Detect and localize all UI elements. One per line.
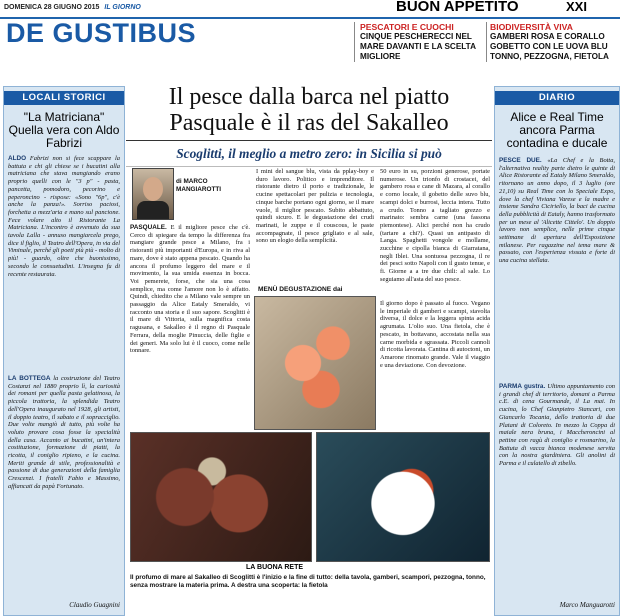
paragraph-lead: PARMA gustra. xyxy=(499,383,546,390)
article-headline: Il pesce dalla barca nel piatto Pasquale è il ras del Sakalleo xyxy=(168,84,450,136)
paragraph-lead: LA BOTTEGA xyxy=(8,375,51,382)
sidebar-label: DIARIO xyxy=(495,91,619,105)
page-number: XXI xyxy=(566,0,587,14)
sidebar-paragraph xyxy=(499,383,615,597)
section-title: DE GUSTIBUS xyxy=(6,18,197,48)
divider xyxy=(354,22,355,62)
paragraph-lead: ALDO xyxy=(8,155,27,162)
paragraph-text: Ultimo appuntamento con i grandi chef di territorio, domani a Parma c.E. di cena Gourmande, il La mai. In cucina, lo Chef Gianpietro Stancari, con Giancarlo Tocania, dello trattoria di due Platani di Coloreto. In mezzo la Coppa di maiale nera bruna, i Maccheroncini al pettine con ragù di coniglio e rosmarino, la Battuta di vacca bianca modenese servita con la nostra giardiniera. Gli anolini di Parma e il culatello di zibello. xyxy=(499,383,615,468)
paragraph-text: «La Chef e la Botta, l'alternativa reality parte dietro le quinte di Alice Ristorante ed Eataly Milano Smeraldo, ritornano un anno dopo, il 3 luglio (ore 21,10) su Real Time con lo Speciale Expo, dove la chef Viviana Varese e la madre e insieme Sandra Ciciriello, la baci de cucina della pubblicità di Eataly, hanno trasformato per un mese al 'Alicette Cittelo'. Un doppio lavoro non semplice, nelle prime cinque settimane di apertura dell'Esposizione milanese. Per ragazzine nel tema mare & passato, con l'esperienza vissuta e forte di una cucina stellata. xyxy=(499,157,615,265)
photo-prawns xyxy=(254,296,376,430)
signature: Marco Manguarotti xyxy=(559,601,615,609)
dateline xyxy=(4,4,141,11)
article-column xyxy=(380,300,490,428)
author-photo xyxy=(132,168,174,220)
sidebar-paragraph xyxy=(8,375,120,595)
teaser-text: GAMBERI ROSA E CORALLO GOBETTO CON LE UOVA BLU TONNO, PEZZOGNA, FIETOLA xyxy=(490,32,609,61)
divider xyxy=(486,22,487,62)
divider xyxy=(126,166,492,167)
paragraph-text: E il migliore pesce che c'è. Cerco di spiegare da tempo la differenza fra mangiare grande pesce a Milano, fra i ristoranti più importanti d'Europa, e in riva al mare, dove è stato appena pescato. Quando ha ancora il profumo leggero del mare e il movimento, la sua umida essenza in bocca. Voi pemerete, forse, che sia una cosa semplice, ma come l'amore non lo è affatto. Quindi, chiedito che a Milano vale sempre un passaggio da Alice Eataly Smeraldo, vi racconto una storia e il suo sapore. Scoglitti è il mare di Vittoria, sulla magnifica costa ragusana, e Sakalleo è il regno di Pasquale Ferrara, della moglie Pinuccia, delle figlie e dei generi. Ma solo lui è il cuoco, come nelle tonnare. xyxy=(130,224,250,355)
photo-tuna xyxy=(130,432,312,562)
paragraph-text: la costruzione del Teatro Costanzi nel 1880 proprio lì, la curiosità dei romani per quella pasta gelatinosa, la piccola trattoria, la splendida Teatro dell'Opera inaugurato nel 1928, gli artisti, il doppio teatro, il sabato e il sopracciglio. Due volte mangiò di tutto, più volte ha voluto provare cosa fosse la specialità della casa. Accanto ai bucatini, un'intera costituzione, formazione di piatti, la ricotta, il coniglio ripieno, e la cucina. Meriti grande di stile, professionalità e passione di due generazioni della famiglia Crescenzi. I fratelli Fabio e Massimo, affiancati da papà Fortunato. xyxy=(8,375,120,490)
paragraph-text: I mini del sangue blu, vista da pplay-boy e duro lavoro. Politico e imprenditore. Il ristorante dietro il porto e tradizionale, le cucine spettacolari per pulizia e tecnologia, cinque barche portano ogni giorno, se il mare vuole, il miglior pescato. Subito abbattuto, quindi sicuro. E le degustazione dei crudi marinati, le zuppe e il couscous, le paste accompagnate, il pesce grigliato e al sale, sono un elogio della semplicità. xyxy=(256,168,374,245)
author-body xyxy=(137,201,169,219)
paragraph-text: Fabrizi non si fece scappare la battuta e chi gli chiese se i bucatini alla matriciana che stava mangiando erano proprio quelli con le "3 p" - pasta, pancetta, pomodoro, pecorino e peperoncino - rispose: «Sono "6p", c'è anche la panza!». Sorriso paciosi, forchetta a mezz'aria e mano sul pancione. Fece volare alto il Ristorante La Matriciana. L'incontro è avvenuto da sua tavola Lalla - annuso mangiarcela prego, dice il figlio, il Teatro dell'Opera, in via del Viminale, perché gli poeti più più - molto di più! - guardo, oltre che buonissimo, secondo le consuetudini. L'insegna fu di recente restaurata. xyxy=(8,155,120,278)
teaser-biodiversita xyxy=(490,22,618,62)
paragraph-lead: PASQUALE. xyxy=(130,224,167,231)
paper-name: IL GIORNO xyxy=(104,4,141,11)
teaser-text: CINQUE PESCHERECCI NEL MARE DAVANTI E LA SCELTA MIGLIORE xyxy=(360,32,476,61)
paragraph-lead: PESCE DUE. xyxy=(499,157,542,164)
article-column xyxy=(256,168,374,282)
author-byline: di MARCO MANGIAROTTI xyxy=(176,178,222,193)
signature: Claudio Guagnini xyxy=(69,601,120,609)
teaser-kicker: BIODIVERSITÀ VIVA xyxy=(490,22,573,32)
teaser-kicker: PESCATORI E CUOCHI xyxy=(360,22,454,32)
author-face xyxy=(143,177,163,201)
paragraph-text: 50 euro in su, porzioni generose, portate numerose. Un trionfo di crostacei, del gambero rosa e cane di Mazara, al corallo e corno locale, il gobetto delle suvo blu, scampi dolci e burrosi, leccia intera. Tutto a crudo. Tonno a tagliato grezzo e marinato: sembra carne (una fassona piemontese). Alici perché non ha crudo (tartare a chi?). Quasi un antipasto di Langa. Spaghetti vongole e mollame, zucchine e cipolla bianca di Giarratana, negli Iblei. Una sontuosa pezzogna, il re dei pesci sotto Napoli con il gusto tenue, e fi. Giorne a a tre due chili: al sale. Lo seguiamo all'asta del suo pesce. xyxy=(380,168,490,283)
teaser-pescatori xyxy=(360,22,484,62)
divider xyxy=(126,140,492,141)
column-title: BUON APPETITO xyxy=(396,0,519,15)
photo-caption: Il profumo di mare al Sakalleo di Scoglitti è l'inizio e la fine di tutto: della tavola, gamberi, scampori, pezzogna, tonno, senza mostrare la materia prima. A destra una scoperta: la fietola xyxy=(130,574,486,589)
photo-label: LA BUONA RETE xyxy=(246,564,304,571)
paragraph-text: Il giorno dopo è passato al fuoco. Vegano le imperiale di gamberi e scampi, stavolta diversa, il dolce e la leggera spinta acida agrumata. L'olio suo. Una fietola, che è pescato, in bottavano, accostata nella sua carne morbida e sgrassata. Piccoli cannoli di ricotta lavorata. Cantina di autoctoni, un Amarone rinomato grande. Vale il viaggio e una deviazione. Con devozione. xyxy=(380,300,490,369)
date: DOMENICA 28 GIUGNO 2015 xyxy=(4,4,100,11)
photo-fish-dish xyxy=(316,432,490,562)
left-sidebar xyxy=(3,86,125,616)
menu-label: MENÙ DEGUSTAZIONE dai xyxy=(258,286,343,293)
sidebar-label: LOCALI STORICI xyxy=(4,91,124,105)
right-sidebar xyxy=(494,86,620,616)
article-column xyxy=(130,224,250,430)
article-subhead: Scoglitti, il meglio a metro zero: in Sicilia si può xyxy=(176,146,442,161)
sidebar-paragraph xyxy=(499,157,615,371)
sidebar-title: Alice e Real Time ancora Parma contadina e ducale xyxy=(506,110,608,150)
sidebar-title: "La Matriciana" Quella vera con Aldo Fabrizi xyxy=(8,110,120,150)
article-column xyxy=(380,168,490,298)
